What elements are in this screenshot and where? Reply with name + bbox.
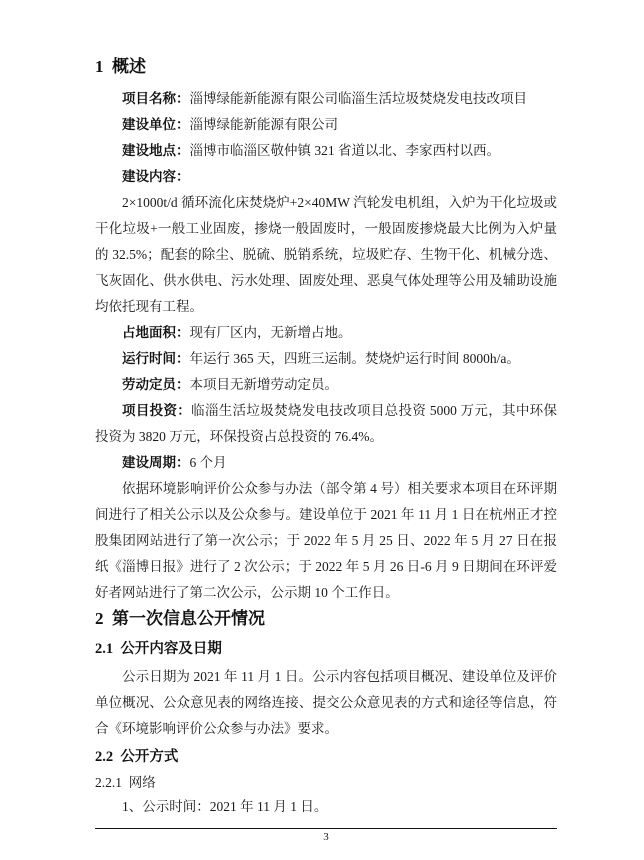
field-labor-quota xyxy=(95,372,557,398)
field-land-area-value: 现有厂区内，无新增占地。 xyxy=(189,325,352,340)
section-2-2-1-heading: 2.2.1 网络 xyxy=(95,775,156,790)
field-labor-quota-label: 劳动定员： xyxy=(122,377,190,392)
field-construction-unit-value: 淄博绿能新能源有限公司 xyxy=(189,117,338,132)
page-footer xyxy=(95,828,557,844)
field-construction-site xyxy=(95,138,557,164)
field-land-area xyxy=(95,320,557,346)
field-operation-time-value: 年运行 365 天，四班三运制。焚烧炉运行时间 8000h/a。 xyxy=(189,351,520,366)
field-labor-quota-value: 本项目无新增劳动定员。 xyxy=(189,377,338,392)
disclosure-content-paragraph: 公示日期为 2021 年 11 月 1 日。公示内容包括项目概况、建设单位及评价单位概况、公众意见表的网络连接、提交公众意见表的方式和途径等信息，符合《环境影响评价公众参与办法》要求。 xyxy=(95,669,557,736)
field-construction-content xyxy=(95,164,557,190)
field-construction-unit xyxy=(95,112,557,138)
section-2-2-heading: 2.2 公开方式 xyxy=(95,749,179,765)
field-construction-unit-label: 建设单位： xyxy=(122,117,190,132)
field-construction-period-value: 6 个月 xyxy=(189,455,227,470)
field-project-name-label: 项目名称： xyxy=(122,91,190,106)
field-construction-content-label: 建设内容： xyxy=(122,169,190,184)
field-construction-period xyxy=(95,450,557,476)
field-construction-site-label: 建设地点： xyxy=(122,143,190,158)
field-project-name-value: 淄博绿能新能源有限公司临淄生活垃圾焚烧发电技改项目 xyxy=(189,91,527,106)
section-2-heading: 2 第一次信息公开情况 xyxy=(95,609,265,628)
field-project-investment-value: 临淄生活垃圾焚烧发电技改项目总投资 5000 万元，其中环保投资为 3820 万元，环保投资占总投资的 76.4%。 xyxy=(95,403,557,444)
section-1-heading: 1 概述 xyxy=(95,57,146,76)
field-construction-period-label: 建设周期： xyxy=(122,455,190,470)
section-2-1-heading: 2.1 公开内容及日期 xyxy=(95,641,222,657)
field-operation-time xyxy=(95,346,557,372)
footer-divider xyxy=(95,828,557,829)
publicity-overview-paragraph: 依据环境影响评价公众参与办法（部令第 4 号）相关要求本项目在环评期间进行了相关公示以及公众参与。建设单位于 2021 年 11 月 1 日在杭州正才控股集团网站进行了第一次公示；于 2022 年 5 月 25 日、2022 年 5 月 27 日在报纸《淄博日报》进行了 2 次公示；于 2022 年 5 月 26 日-6 月 9 日期间在环评爱好者网站进行了第二次公示，公示期 10 个工作日。 xyxy=(95,481,557,600)
field-operation-time-label: 运行时间： xyxy=(122,351,190,366)
field-project-name xyxy=(95,86,557,112)
page-number: 3 xyxy=(323,831,329,843)
field-project-investment-label: 项目投资： xyxy=(122,403,192,418)
network-publicity-item: 1、公示时间：2021 年 11 月 1 日。 xyxy=(122,799,328,814)
field-land-area-label: 占地面积： xyxy=(122,325,190,340)
construction-content-paragraph: 2×1000t/d 循环流化床焚烧炉+2×40MW 汽轮发电机组，入炉为干化垃圾或干化垃圾+一般工业固废，掺烧一般固废时，一般固废掺烧最大比例为入炉量的 32.5%；配套的除尘、脱硫、脱销系统，垃圾贮存、生物干化、机械分选、飞灰固化、供水供电、污水处理、固废处理、恶臭气体处理等公用及辅助设施均依托现有工程。 xyxy=(95,195,557,314)
field-construction-site-value: 淄博市临淄区敬仲镇 321 省道以北、李家西村以西。 xyxy=(189,143,500,158)
field-project-investment xyxy=(95,398,557,450)
